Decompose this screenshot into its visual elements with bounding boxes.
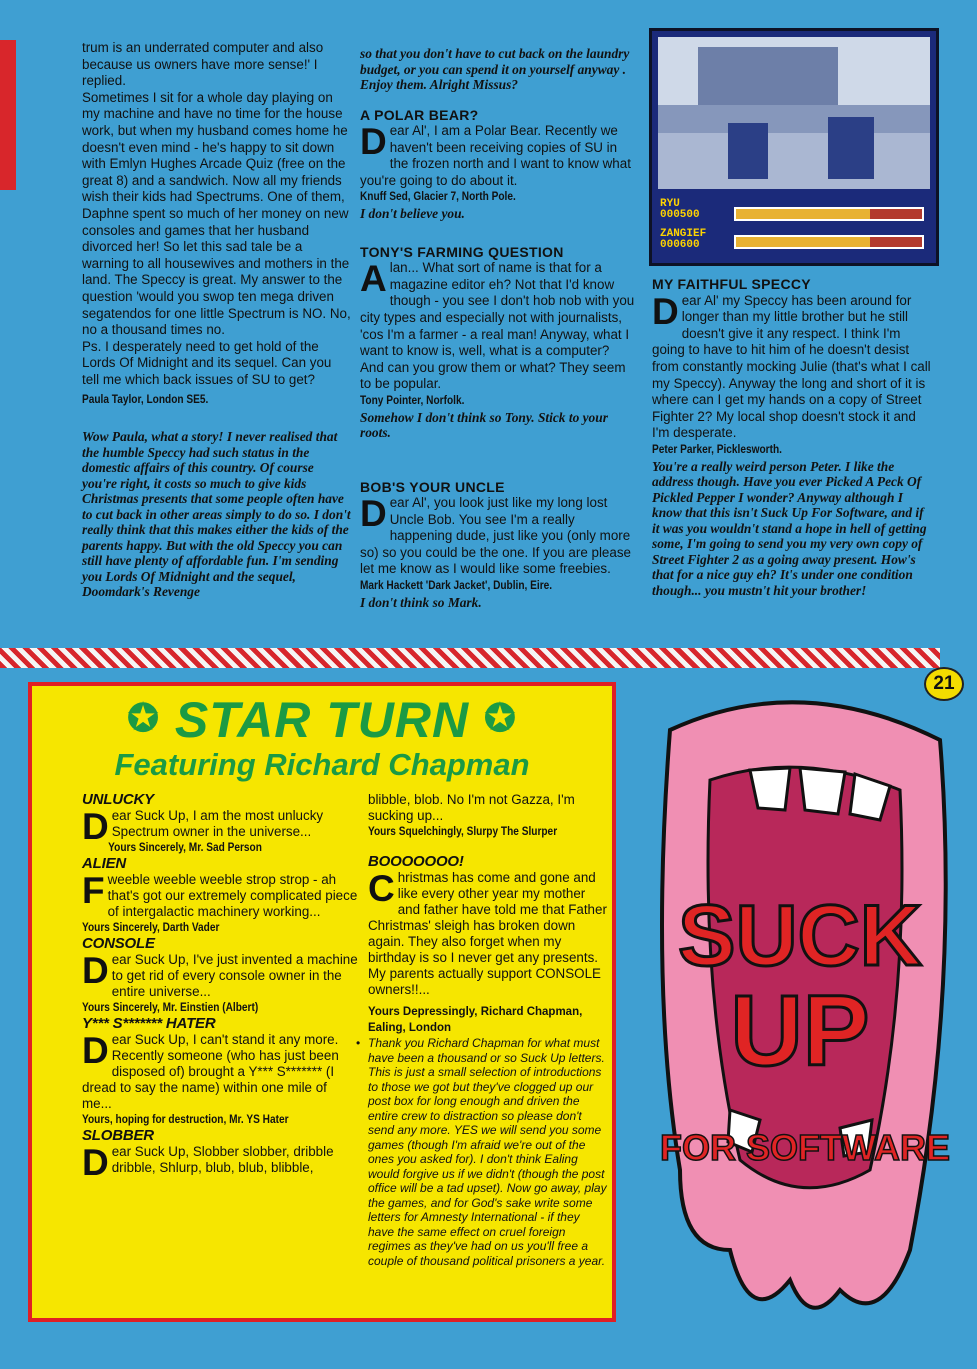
letter-body: Ps. I desperately need to get hold of the Lords Of Midnight and its sequel. Can you tell me which back issues of SU to get? [82,338,332,387]
letter-body: blibble, blob. No I'm not Gazza, I'm sucking up... [368,792,575,823]
drop-cap: C [368,868,395,909]
letter-signature: Yours Squelchingly, Slurpy The Slurper [368,826,558,838]
p2-label: ZANGIEF 000600 [660,228,707,251]
game-scene [658,37,930,189]
editor-reply: Wow Paula, what a story! I never realised that the humble Speccy had such status in the domestic affairs of this country. Of course you're right, it costs so much to give kids Christmas presents that some people often have to cut back in other areas simply to do so. I don't really think that this makes either the kids of the parents happy. But with the old Speccy you can still have plenty of affordable fun. I'm sending you Lords Of Midnight and the sequel, Doomdark's Revenge [82,429,351,600]
letter-heading: TONY'S FARMING QUESTION [360,243,564,260]
letter-signature: Paula Taylor, London SE5. [82,394,209,407]
p2-health-bar [734,235,924,249]
letter-signature: Yours Sincerely, Mr. Einstien (Albert) [82,1002,259,1014]
ship-rail [658,105,930,135]
drop-cap: D [360,121,387,163]
street-fighter-screenshot [649,28,939,266]
letter-signature: Knuff Sed, Glacier 7, North Pole. [360,191,516,204]
suck-up-mouth-logo [640,690,960,1340]
tooth-1 [750,768,790,810]
p1-health-bar [734,207,924,221]
drop-cap: D [82,1030,109,1071]
letter-signature: Yours, hoping for destruction, Mr. YS Hater [82,1114,289,1126]
fighter-right [828,117,874,179]
drop-cap: D [82,1142,109,1183]
letter-heading: Y*** S******* HATER [82,1015,216,1032]
letter-body: trum is an underrated computer and also because us owners have more sense!' I replied. [82,40,324,89]
letter-signature: Peter Parker, Picklesworth. [652,443,782,456]
fighter-left [728,123,768,179]
zigzag-divider [0,648,940,668]
letter-heading: UNLUCKY [82,791,154,808]
drop-cap: D [652,290,679,332]
ship-deckhouse [698,47,838,107]
logo-up: UP [730,975,870,1087]
letter-signature: Yours Sincerely, Darth Vader [82,922,220,934]
drop-cap: D [82,950,109,991]
star-turn-title: ✪ STAR TURN ✪ [127,692,517,748]
letter-body: Dear Al', I am a Polar Bear. Recently we haven't been receiving copies of SU in the frozen north and I want to know what you're going to do about it. [360,121,631,188]
letter-body: Alan... What sort of name is that for a magazine editor eh? Not that I'd know though - you see I don't hob nob with you city types and especially not with journalists, 'cos I'm a farmer - a real man! Anyway, what I want to know is, well, what is a computer? And can you grow them or what? They seem to be popular. [360,258,635,392]
letter-body: Dear Suck Up, Slobber slobber, dribble dribble, Shlurp, blub, blub, blibble, [82,1142,334,1183]
tooth-2 [800,768,845,814]
drop-cap: D [360,493,387,535]
letter-signature: Yours Sincerely, Mr. Sad Person [108,842,262,854]
letter-heading: SLOBBER [82,1127,154,1144]
editor-reply: I don't believe you. [360,206,465,222]
letter-body: Fweeble weeble weeble strop strop - ah that's got our extremely complicated piece of intergalactic machinery working... [82,870,358,919]
letter-heading: MY FAITHFUL SPECCY [652,276,811,292]
letter-column-3 [652,276,932,598]
letter-body: Christmas has come and gone and like every other year my mother and father have told me that Father Christmas' sleigh has broken down again. They also forget when my birthday is so I never get any presents. My parents actually support CONSOLE owners!!... [368,868,607,997]
editor-reply: I don't think so Mark. [360,594,482,610]
drop-cap: D [82,806,109,847]
star-icon: ✪ [483,698,517,740]
ship-deck [658,133,930,189]
star-turn-left-column [82,791,358,1183]
drop-cap: A [360,258,387,300]
letter-body: Sometimes I sit for a whole day playing on my machine and have no time for the house work, but when my husband comes home he doesn't even mind - he's happy to sit down with Emlyn Hughes Arcade Quiz (free on the great 8) and a sandwich. Now all my friends wish their kids had Spectrums. One of them, Daphne spent so much of her money on new consoles and games that her husband divorced her! So let this sad tale be a warning to all housewives and mothers in the land. The Speccy is great. My answer to the question 'would you swop ten mega driven segatendos for one little Spectrum is NO. No, no a thousand times no. [82,89,351,338]
letter-heading: A POLAR BEAR? [360,106,479,123]
p1-label: RYU 000500 [660,198,700,221]
page-number: 21 [924,667,964,701]
drop-cap: F [82,870,105,911]
letter-column-1 [82,40,352,600]
letter-body: Dear Al' my Speccy has been around for longer than my little brother but he still doesn't give it any respect. I think I'm going to have to hit him of he doesn't desist from constantly mocking Julie (that's what I call my Speccy). Anyway the long and short of it is where can I get my hands on a copy of Street Fighter 2? My local shop doesn't stock it and I'm desperate. [652,290,931,441]
letter-body: Dear Al', you look just like my long lost Uncle Bob. You see I'm a really happening dude, just like you (only more so) so you could be the one. If you are please let me know as I would like some freebies. [360,493,631,577]
editor-reply: Somehow I don't think so Tony. Stick to your roots. [360,409,608,440]
letter-signature: Yours Depressingly, Richard Chapman, Ealing, London [368,1006,583,1034]
editor-note: • Thank you Richard Chapman for what must have been a thousand or so Suck Up letters. This is just a small selection of introductions to those we got but they've clogged up our post box for long enough and driven the entire crew to distraction so please don't send any more. YES we will send you some games (though I'm afraid we're out of the ones you asked for). I don't think Ealing would forgive us if we didn't (though the post office will be a tad upset). Now go away, play the games, and for God's sake write some letters for Amnesty International - if they have the same effect on cruel foreign regimes as they've had on us you'll free a couple of thousand political prisoners a year. [368,1036,608,1268]
letter-body: Dear Suck Up, I can't stand it any more. Recently someone (who has just been disposed of) brought a Y*** S******* (I dread to say the name) within one mile of me... [82,1030,339,1111]
star-turn-panel [28,682,616,1322]
letter-signature: Tony Pointer, Norfolk. [360,394,465,407]
letter-heading: BOB'S YOUR UNCLE [360,478,505,495]
star-turn-subtitle: Featuring Richard Chapman [114,747,530,782]
letter-body: Dear Suck Up, I've just invented a machine to get rid of every console owner in the entire universe... [82,950,358,999]
letter-body: Dear Suck Up, I am the most unlucky Spectrum owner in the universe... [82,806,324,847]
star-icon: ✪ [127,698,161,740]
editor-reply: so that you don't have to cut back on the laundry budget, or you can spend it on yourself anyway . Enjoy them. Alright Missus? [360,46,630,92]
editor-reply: You're a really weird person Peter. I like the address though. Have you ever Picked A Peck Of Pickled Pepper I wonder? Anyway although I know that this isn't Suck Up For Software, and if it was you wouldn't stand a hope in hell of getting some, I'm going to send you my very own copy of Street Fighter 2 as a going away present. How's that for a nice guy eh? It's under one condition though... you mustn't hit your brother! [652,458,927,598]
logo-for-software: FOR SOFTWARE [660,1127,950,1168]
letter-heading: CONSOLE [82,935,155,952]
star-turn-right-column [368,792,608,1268]
logo-suck: SUCK [678,888,922,984]
letter-heading: ALIEN [82,855,127,872]
letter-column-2 [360,46,636,610]
letter-heading: BOOOOOOO! [368,853,464,870]
letter-signature: Mark Hackett 'Dark Jacket', Dublin, Eire. [360,580,553,593]
red-edge-tab [0,40,16,190]
